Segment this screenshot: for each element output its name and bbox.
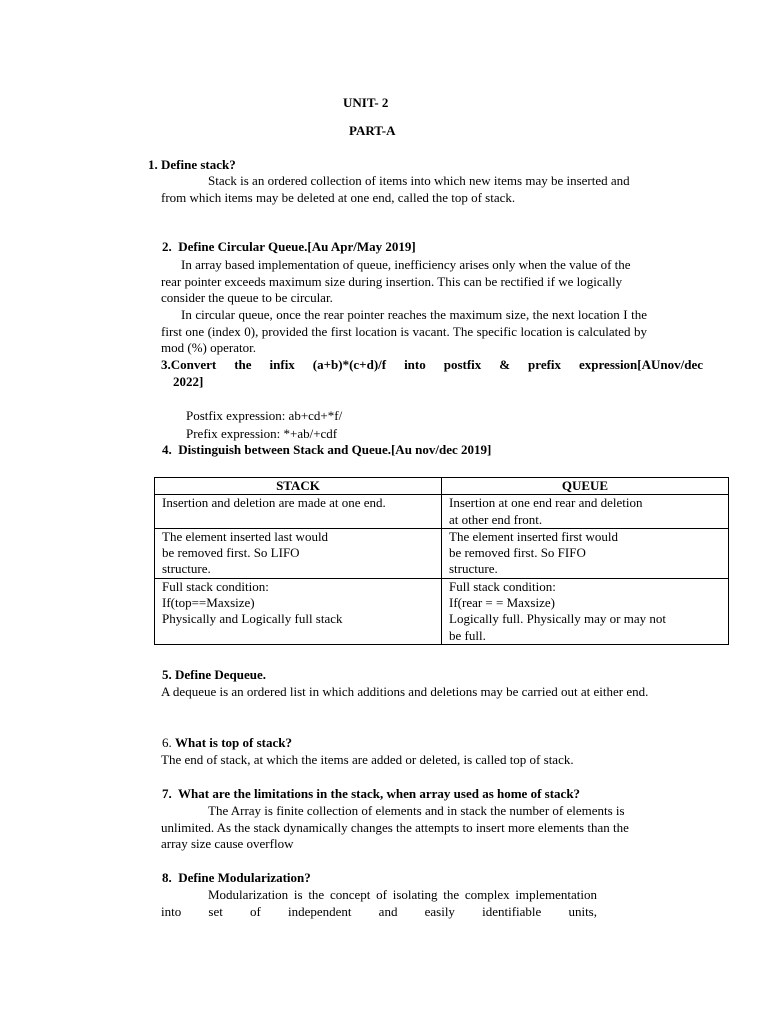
question-1-number: 1.	[148, 157, 158, 172]
question-1-answer: Stack is an ordered collection of items into which new items may be inserted and from which items may be deleted at one end, called the top of stack.	[161, 173, 630, 205]
question-7-title: What are the limitations in the stack, when array used as home of stack?	[178, 786, 581, 801]
question-4-heading	[162, 442, 491, 459]
question-5-heading	[162, 667, 266, 684]
question-8-answer: Modularization is the concept of isolating the complex implementation into set of independent and easily identifiable units,	[161, 887, 597, 919]
cell-line: Logically full. Physically may or may not	[449, 611, 666, 627]
cell-line: If(top==Maxsize)	[162, 595, 255, 611]
cell-line: The element inserted last would	[162, 528, 329, 544]
question-7-heading	[162, 786, 580, 803]
question-5-title: Define Dequeue.	[175, 667, 266, 682]
question-8-heading	[162, 870, 311, 887]
column-header-queue: QUEUE	[442, 478, 729, 495]
cell-line: Full stack condition:	[162, 578, 269, 594]
table-row	[155, 528, 729, 578]
question-2-paragraph-2: In circular queue, once the rear pointer reaches the maximum size, the next location I the first one (index 0), provided the first location is vacant. The specific location is calculated by mod (%) operator.	[161, 307, 647, 355]
table-cell-stack	[155, 528, 442, 578]
question-2-number: 2.	[162, 239, 172, 254]
question-3-title-line-2: 2022]	[173, 374, 204, 389]
table-cell-stack	[155, 578, 442, 644]
question-2-heading	[162, 239, 416, 256]
cell-line: structure.	[449, 561, 498, 577]
question-1-title: Define stack?	[161, 157, 236, 172]
cell-line: The element inserted first would	[449, 528, 618, 544]
table-cell-stack	[155, 495, 442, 529]
part-heading: PART-A	[349, 123, 396, 138]
column-header-stack: STACK	[155, 478, 442, 495]
question-7-number: 7.	[162, 786, 172, 801]
question-1-heading	[148, 157, 236, 174]
question-7-answer: The Array is finite collection of elements and in stack the number of elements is unlimited. As the stack dynamically changes the attempts to insert more elements than the array size cause overflow	[161, 803, 629, 851]
question-6-answer: The end of stack, at which the items are added or deleted, is called top of stack.	[161, 752, 574, 767]
question-5-number: 5.	[162, 667, 172, 682]
question-2-title: Define Circular Queue.[Au Apr/May 2019]	[178, 239, 416, 254]
cell-line: Physically and Logically full stack	[162, 611, 343, 627]
cell-line: If(rear = = Maxsize)	[449, 595, 555, 611]
question-4-title: Distinguish between Stack and Queue.[Au nov/dec 2019]	[178, 442, 492, 457]
stack-queue-table	[154, 477, 729, 645]
table-header-row	[155, 478, 729, 495]
cell-line: be full.	[449, 627, 486, 643]
cell-line: Insertion at one end rear and deletion	[449, 495, 643, 511]
question-4-number: 4.	[162, 442, 172, 457]
question-5-answer: A dequeue is an ordered list in which additions and deletions may be carried out at either end.	[161, 684, 649, 699]
cell-line: structure.	[162, 561, 211, 577]
question-6-number: 6.	[162, 735, 172, 750]
question-6-title: What is top of stack?	[175, 735, 293, 750]
table-row	[155, 578, 729, 644]
cell-line: Insertion and deletion are made at one end.	[162, 495, 386, 511]
prefix-expression: Prefix expression: *+ab/+cdf	[186, 426, 338, 441]
table-cell-queue	[442, 495, 729, 529]
cell-line: be removed first. So FIFO	[449, 545, 586, 561]
cell-line: Full stack condition:	[449, 578, 556, 594]
cell-line: be removed first. So LIFO	[162, 545, 300, 561]
cell-line: at other end front.	[449, 511, 543, 527]
table-cell-queue	[442, 528, 729, 578]
question-8-number: 8.	[162, 870, 172, 885]
question-8-title: Define Modularization?	[178, 870, 311, 885]
table-cell-queue	[442, 578, 729, 644]
question-6-heading	[162, 735, 292, 752]
question-3-title-line-1: 3.Convert the infix (a+b)*(c+d)/f into postfix & prefix expression[AUnov/dec	[161, 357, 703, 372]
unit-heading: UNIT- 2	[343, 95, 389, 110]
table-row	[155, 495, 729, 529]
postfix-expression: Postfix expression: ab+cd+*f/	[186, 408, 343, 423]
question-2-paragraph-1: In array based implementation of queue, inefficiency arises only when the value of the rear pointer exceeds maximum size during insertion. This can be rectified if we logically consider the queue to be circular.	[161, 257, 631, 305]
